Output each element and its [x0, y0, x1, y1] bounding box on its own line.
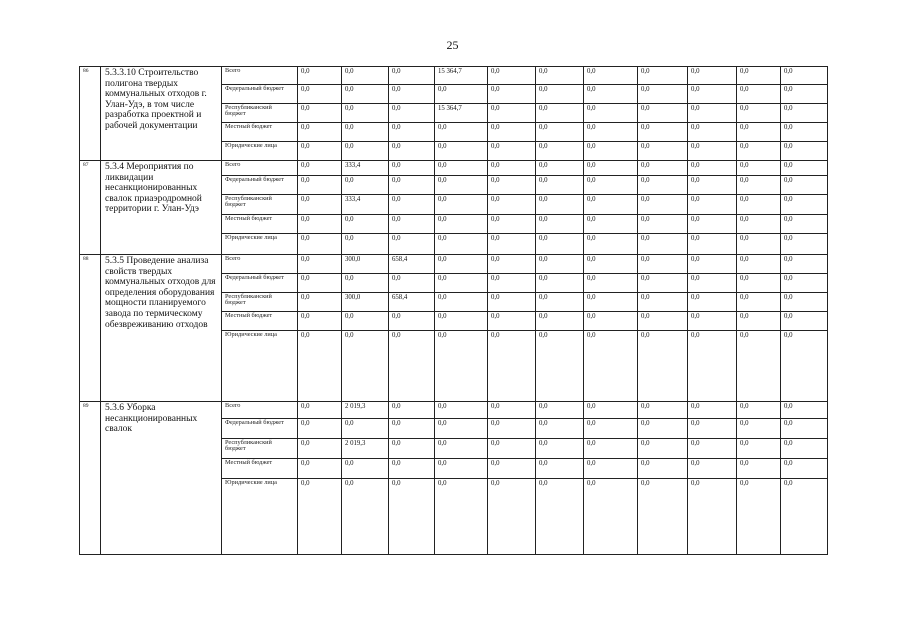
value-cell: 0,0	[536, 331, 584, 402]
value-cell: 0,0	[389, 439, 435, 459]
value-cell: 0,0	[737, 274, 781, 293]
value-cell: 0,0	[342, 176, 389, 195]
value-cell: 0,0	[389, 419, 435, 439]
value-cell: 0,0	[536, 67, 584, 85]
value-cell: 0,0	[435, 274, 488, 293]
value-cell: 0,0	[584, 215, 638, 234]
value-cell: 0,0	[389, 402, 435, 419]
value-cell: 0,0	[688, 439, 737, 459]
value-cell: 0,0	[389, 123, 435, 142]
value-cell: 0,0	[435, 293, 488, 312]
value-cell: 0,0	[342, 104, 389, 123]
value-cell: 0,0	[737, 402, 781, 419]
value-cell: 0,0	[688, 402, 737, 419]
value-cell: 0,0	[584, 234, 638, 255]
value-cell: 0,0	[688, 161, 737, 176]
value-cell: 0,0	[737, 419, 781, 439]
value-cell: 0,0	[536, 215, 584, 234]
value-cell: 0,0	[488, 142, 536, 161]
value-cell: 0,0	[298, 293, 342, 312]
value-cell: 0,0	[536, 293, 584, 312]
value-cell: 0,0	[488, 479, 536, 555]
table-row	[80, 255, 828, 274]
value-cell: 0,0	[638, 331, 688, 402]
value-cell: 0,0	[435, 161, 488, 176]
value-cell: 0,0	[536, 274, 584, 293]
activity-name: 5.3.4 Мероприятия по ликвидации несанкционированных свалок приаэродромной территории г. Улан-Удэ	[101, 161, 222, 255]
activity-name: 5.3.6 Уборка несанкционированных свалок	[101, 402, 222, 555]
value-cell: 0,0	[737, 312, 781, 331]
value-cell: 658,4	[389, 293, 435, 312]
value-cell: 0,0	[298, 439, 342, 459]
value-cell: 0,0	[584, 293, 638, 312]
value-cell: 0,0	[536, 161, 584, 176]
value-cell: 0,0	[389, 215, 435, 234]
value-cell: 0,0	[536, 123, 584, 142]
funding-source: Местный бюджет	[222, 459, 298, 479]
value-cell: 0,0	[536, 195, 584, 215]
value-cell: 0,0	[389, 176, 435, 195]
value-cell: 0,0	[638, 255, 688, 274]
value-cell: 0,0	[781, 161, 828, 176]
value-cell: 0,0	[737, 161, 781, 176]
value-cell: 0,0	[584, 85, 638, 104]
value-cell: 0,0	[435, 479, 488, 555]
value-cell: 0,0	[737, 85, 781, 104]
value-cell: 0,0	[638, 142, 688, 161]
value-cell: 0,0	[584, 419, 638, 439]
value-cell: 0,0	[638, 479, 688, 555]
value-cell: 15 364,7	[435, 67, 488, 85]
value-cell: 0,0	[584, 123, 638, 142]
funding-source: Юридические лица	[222, 234, 298, 255]
value-cell: 0,0	[389, 67, 435, 85]
value-cell: 0,0	[488, 255, 536, 274]
value-cell: 0,0	[488, 293, 536, 312]
value-cell: 0,0	[435, 123, 488, 142]
page-number: 25	[446, 38, 459, 52]
value-cell: 0,0	[781, 274, 828, 293]
funding-source: Республиканский бюджет	[222, 104, 298, 123]
funding-source: Республиканский бюджет	[222, 439, 298, 459]
value-cell: 0,0	[488, 161, 536, 176]
value-cell: 0,0	[688, 331, 737, 402]
value-cell: 0,0	[737, 479, 781, 555]
value-cell: 0,0	[781, 142, 828, 161]
value-cell: 0,0	[435, 459, 488, 479]
funding-source: Всего	[222, 402, 298, 419]
value-cell: 0,0	[435, 176, 488, 195]
row-number: 86	[80, 67, 101, 161]
value-cell: 2 019,3	[342, 402, 389, 419]
value-cell: 0,0	[298, 312, 342, 331]
value-cell: 0,0	[389, 142, 435, 161]
value-cell: 0,0	[688, 293, 737, 312]
value-cell: 0,0	[536, 176, 584, 195]
value-cell: 0,0	[737, 234, 781, 255]
value-cell: 0,0	[298, 331, 342, 402]
value-cell: 0,0	[488, 459, 536, 479]
funding-source: Юридические лица	[222, 142, 298, 161]
value-cell: 0,0	[435, 215, 488, 234]
value-cell: 0,0	[781, 419, 828, 439]
value-cell: 0,0	[781, 255, 828, 274]
value-cell: 0,0	[688, 459, 737, 479]
value-cell: 0,0	[342, 274, 389, 293]
value-cell: 0,0	[584, 312, 638, 331]
value-cell: 0,0	[737, 293, 781, 312]
value-cell: 0,0	[781, 195, 828, 215]
value-cell: 0,0	[488, 234, 536, 255]
value-cell: 0,0	[584, 439, 638, 459]
funding-source: Федеральный бюджет	[222, 176, 298, 195]
value-cell: 0,0	[488, 402, 536, 419]
value-cell: 0,0	[737, 176, 781, 195]
value-cell: 0,0	[688, 195, 737, 215]
value-cell: 0,0	[584, 459, 638, 479]
value-cell: 0,0	[536, 255, 584, 274]
value-cell: 0,0	[488, 312, 536, 331]
value-cell: 0,0	[342, 123, 389, 142]
value-cell: 0,0	[536, 479, 584, 555]
value-cell: 0,0	[737, 215, 781, 234]
value-cell: 0,0	[536, 85, 584, 104]
value-cell: 0,0	[536, 312, 584, 331]
value-cell: 0,0	[488, 104, 536, 123]
value-cell: 0,0	[389, 104, 435, 123]
table-body	[80, 67, 828, 555]
value-cell: 0,0	[638, 439, 688, 459]
value-cell: 0,0	[781, 176, 828, 195]
value-cell: 0,0	[298, 161, 342, 176]
value-cell: 0,0	[584, 67, 638, 85]
value-cell: 0,0	[536, 402, 584, 419]
value-cell: 0,0	[536, 234, 584, 255]
value-cell: 0,0	[638, 85, 688, 104]
value-cell: 0,0	[342, 312, 389, 331]
value-cell: 0,0	[298, 176, 342, 195]
value-cell: 0,0	[435, 85, 488, 104]
value-cell: 0,0	[781, 215, 828, 234]
value-cell: 333,4	[342, 195, 389, 215]
value-cell: 0,0	[584, 104, 638, 123]
funding-source: Республиканский бюджет	[222, 195, 298, 215]
value-cell: 15 364,7	[435, 104, 488, 123]
value-cell: 0,0	[638, 67, 688, 85]
value-cell: 0,0	[389, 459, 435, 479]
value-cell: 0,0	[389, 161, 435, 176]
table-row	[80, 161, 828, 176]
value-cell: 0,0	[781, 293, 828, 312]
value-cell: 0,0	[488, 419, 536, 439]
value-cell: 0,0	[435, 439, 488, 459]
value-cell: 0,0	[298, 274, 342, 293]
funding-source: Федеральный бюджет	[222, 419, 298, 439]
value-cell: 0,0	[737, 459, 781, 479]
value-cell: 0,0	[488, 331, 536, 402]
value-cell: 0,0	[688, 123, 737, 142]
value-cell: 0,0	[781, 479, 828, 555]
value-cell: 0,0	[688, 176, 737, 195]
funding-source: Местный бюджет	[222, 215, 298, 234]
value-cell: 0,0	[488, 195, 536, 215]
value-cell: 0,0	[688, 274, 737, 293]
value-cell: 0,0	[737, 123, 781, 142]
value-cell: 0,0	[638, 312, 688, 331]
value-cell: 0,0	[638, 161, 688, 176]
value-cell: 0,0	[688, 104, 737, 123]
activity-name: 5.3.3.10 Строительство полигона твердых коммунальных отходов г. Улан-Удэ, в том числе разработка проектной и рабочей документации	[101, 67, 222, 161]
value-cell: 0,0	[298, 67, 342, 85]
funding-source: Федеральный бюджет	[222, 85, 298, 104]
value-cell: 0,0	[536, 439, 584, 459]
value-cell: 0,0	[737, 142, 781, 161]
value-cell: 0,0	[342, 234, 389, 255]
value-cell: 0,0	[488, 67, 536, 85]
value-cell: 0,0	[488, 123, 536, 142]
value-cell: 0,0	[435, 312, 488, 331]
value-cell: 0,0	[435, 331, 488, 402]
value-cell: 0,0	[435, 142, 488, 161]
value-cell: 0,0	[584, 331, 638, 402]
value-cell: 0,0	[435, 234, 488, 255]
value-cell: 333,4	[342, 161, 389, 176]
value-cell: 0,0	[781, 312, 828, 331]
value-cell: 0,0	[389, 234, 435, 255]
value-cell: 0,0	[389, 331, 435, 402]
funding-source: Юридические лица	[222, 331, 298, 402]
value-cell: 0,0	[342, 419, 389, 439]
value-cell: 0,0	[781, 67, 828, 85]
funding-source: Юридические лица	[222, 479, 298, 555]
value-cell: 0,0	[781, 104, 828, 123]
value-cell: 0,0	[638, 293, 688, 312]
table-row	[80, 402, 828, 419]
value-cell: 0,0	[298, 459, 342, 479]
value-cell: 0,0	[688, 85, 737, 104]
value-cell: 0,0	[536, 104, 584, 123]
value-cell: 0,0	[298, 195, 342, 215]
value-cell: 0,0	[342, 215, 389, 234]
value-cell: 0,0	[781, 234, 828, 255]
value-cell: 0,0	[688, 255, 737, 274]
value-cell: 0,0	[781, 331, 828, 402]
value-cell: 0,0	[584, 142, 638, 161]
value-cell: 0,0	[298, 255, 342, 274]
value-cell: 0,0	[781, 439, 828, 459]
value-cell: 0,0	[638, 215, 688, 234]
activity-name: 5.3.5 Проведение анализа свойств твердых коммунальных отходов для определения оборудования мощности планируемого завода по термическому обезвреживанию отходов	[101, 255, 222, 402]
value-cell: 0,0	[737, 67, 781, 85]
funding-source: Всего	[222, 67, 298, 85]
value-cell: 0,0	[435, 195, 488, 215]
value-cell: 0,0	[737, 255, 781, 274]
value-cell: 0,0	[781, 123, 828, 142]
value-cell: 0,0	[781, 85, 828, 104]
value-cell: 0,0	[584, 479, 638, 555]
value-cell: 0,0	[488, 85, 536, 104]
value-cell: 0,0	[298, 419, 342, 439]
value-cell: 0,0	[584, 176, 638, 195]
value-cell: 0,0	[638, 234, 688, 255]
value-cell: 0,0	[688, 67, 737, 85]
value-cell: 0,0	[298, 85, 342, 104]
value-cell: 0,0	[488, 439, 536, 459]
value-cell: 0,0	[584, 274, 638, 293]
value-cell: 0,0	[737, 104, 781, 123]
value-cell: 0,0	[435, 255, 488, 274]
value-cell: 0,0	[488, 215, 536, 234]
value-cell: 0,0	[781, 402, 828, 419]
value-cell: 0,0	[342, 85, 389, 104]
value-cell: 0,0	[737, 331, 781, 402]
value-cell: 0,0	[389, 195, 435, 215]
value-cell: 0,0	[298, 142, 342, 161]
value-cell: 0,0	[584, 402, 638, 419]
value-cell: 0,0	[584, 161, 638, 176]
value-cell: 0,0	[342, 479, 389, 555]
value-cell: 0,0	[737, 439, 781, 459]
funding-source: Всего	[222, 255, 298, 274]
value-cell: 0,0	[688, 419, 737, 439]
value-cell: 0,0	[638, 402, 688, 419]
funding-source: Местный бюджет	[222, 312, 298, 331]
value-cell: 0,0	[298, 479, 342, 555]
row-number: 88	[80, 255, 101, 402]
value-cell: 658,4	[389, 255, 435, 274]
row-number: 89	[80, 402, 101, 555]
value-cell: 0,0	[688, 312, 737, 331]
value-cell: 0,0	[638, 274, 688, 293]
value-cell: 0,0	[389, 85, 435, 104]
value-cell: 0,0	[584, 255, 638, 274]
value-cell: 0,0	[638, 176, 688, 195]
value-cell: 0,0	[688, 215, 737, 234]
value-cell: 0,0	[342, 67, 389, 85]
value-cell: 0,0	[536, 419, 584, 439]
value-cell: 0,0	[638, 459, 688, 479]
value-cell: 0,0	[688, 479, 737, 555]
value-cell: 0,0	[536, 142, 584, 161]
value-cell: 0,0	[781, 459, 828, 479]
value-cell: 0,0	[298, 104, 342, 123]
value-cell: 0,0	[389, 479, 435, 555]
funding-source: Всего	[222, 161, 298, 176]
value-cell: 0,0	[298, 215, 342, 234]
value-cell: 0,0	[488, 176, 536, 195]
value-cell: 0,0	[638, 123, 688, 142]
value-cell: 0,0	[389, 274, 435, 293]
value-cell: 0,0	[298, 234, 342, 255]
value-cell: 0,0	[638, 195, 688, 215]
value-cell: 0,0	[298, 123, 342, 142]
value-cell: 0,0	[435, 402, 488, 419]
value-cell: 2 019,3	[342, 439, 389, 459]
value-cell: 0,0	[488, 274, 536, 293]
funding-source: Местный бюджет	[222, 123, 298, 142]
value-cell: 0,0	[342, 459, 389, 479]
value-cell: 0,0	[342, 142, 389, 161]
value-cell: 0,0	[737, 195, 781, 215]
value-cell: 0,0	[638, 104, 688, 123]
row-number: 87	[80, 161, 101, 255]
funding-source: Республиканский бюджет	[222, 293, 298, 312]
value-cell: 0,0	[342, 331, 389, 402]
value-cell: 0,0	[688, 234, 737, 255]
table-row	[80, 67, 828, 85]
value-cell: 300,0	[342, 293, 389, 312]
value-cell: 300,0	[342, 255, 389, 274]
value-cell: 0,0	[298, 402, 342, 419]
value-cell: 0,0	[638, 419, 688, 439]
budget-table	[79, 66, 828, 555]
value-cell: 0,0	[688, 142, 737, 161]
value-cell: 0,0	[389, 312, 435, 331]
value-cell: 0,0	[584, 195, 638, 215]
value-cell: 0,0	[536, 459, 584, 479]
value-cell: 0,0	[435, 419, 488, 439]
funding-source: Федеральный бюджет	[222, 274, 298, 293]
